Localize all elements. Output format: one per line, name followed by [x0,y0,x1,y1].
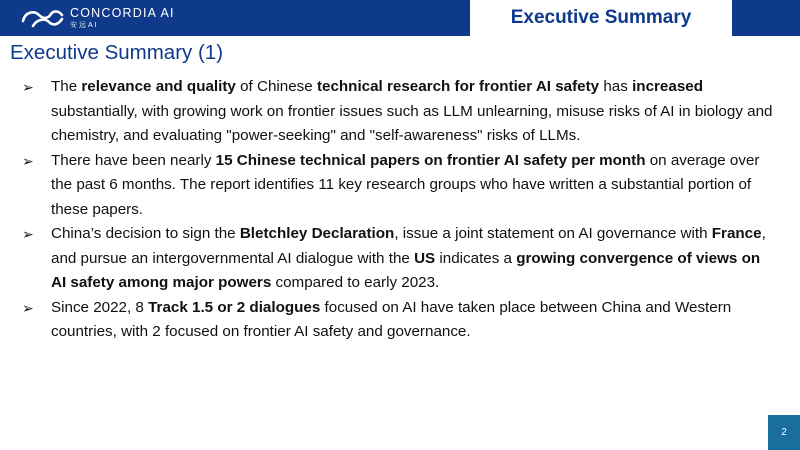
bold-text-run: Track 1.5 or 2 dialogues [148,298,321,316]
arrowhead-bullet-icon: ➢ [22,226,34,242]
brand-name: CONCORDIA AI [70,6,175,21]
text-run: has [599,78,633,95]
header-bar [0,0,800,36]
text-run: focused on AI have taken place between China and Western countries, with 2 focused on frontier AI safety and governance. [51,298,732,340]
text-run: The [51,78,82,95]
arrowhead-bullet-icon: ➢ [22,152,34,169]
brand-subtitle: 安远AI [70,21,99,29]
concordia-wave-icon [20,7,66,29]
bullet-item [22,149,774,223]
text-run: indicates a [435,249,517,267]
arrowhead-bullet-icon: ➢ [22,79,34,95]
bullet-item [22,75,774,149]
text-run: compared to early 2023. [271,274,440,291]
bullet-item [22,222,774,296]
text-run: China’s decision to sign the [51,225,240,242]
bold-text-run: Bletchley Declaration [239,225,395,242]
bold-text-run: France [711,225,762,242]
bold-text-run: US [414,249,436,267]
brand-wordmark [70,7,175,29]
bold-text-run: relevance and quality [81,78,236,95]
section-tab: Executive Summary [470,0,732,36]
text-run: substantially, with growing work on frontier issues such as LLM unlearning, misuse risks of AI in biology and chemistry, and evaluating "power-seeking" and "self-awareness" risks of LLMs. [51,102,773,144]
brand-logo [20,5,175,31]
arrowhead-bullet-icon: ➢ [22,299,34,316]
page-number: 2 [768,415,800,450]
bold-text-run: increased [632,78,703,95]
bullet-item [22,296,774,345]
bold-text-run: technical research for frontier AI safety [316,78,600,95]
text-run: on average over the past 6 months. The report identifies 11 key research groups who have written a substantial portion of these papers. [51,151,760,218]
bold-text-run: 15 Chinese technical papers on frontier AI safety per month [215,151,646,169]
slide-title: Executive Summary (1) [10,41,224,64]
text-run: Since 2022, 8 [51,298,149,316]
text-run: , and pursue an intergovernmental AI dialogue with the [51,225,766,267]
bold-text-run: growing convergence of views on AI safety among major powers [51,249,761,291]
text-run: There have been nearly [51,151,216,169]
bullet-list [22,75,774,345]
text-run: of Chinese [235,78,317,95]
text-run: , issue a joint statement on AI governance with [394,225,712,242]
